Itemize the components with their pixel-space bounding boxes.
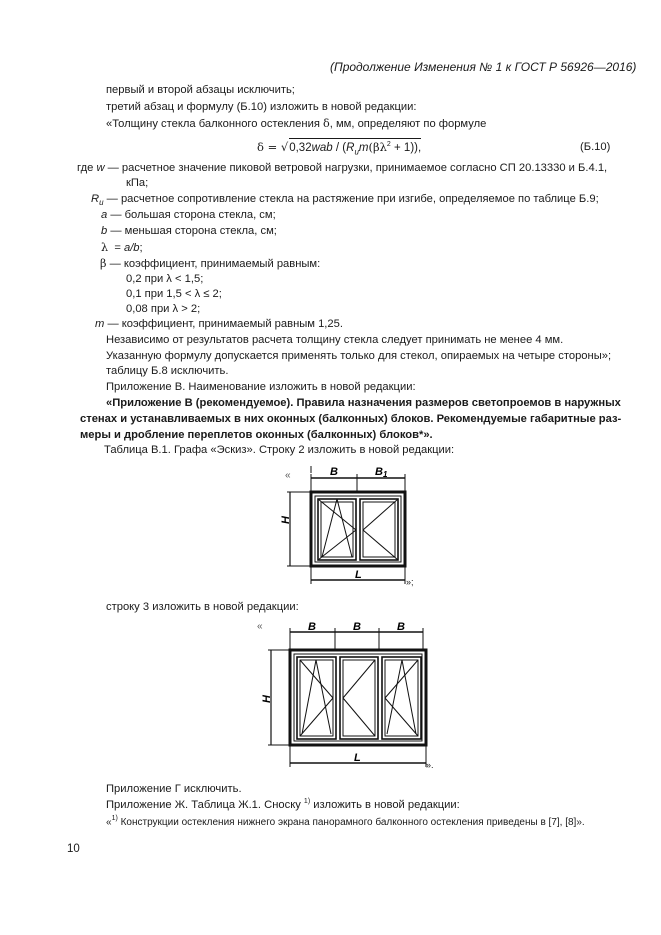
sash-left xyxy=(297,657,336,739)
var-w: w xyxy=(96,162,105,174)
formula-lhs: δ = xyxy=(257,140,281,154)
sash-middle xyxy=(340,657,378,739)
tail: + 1)), xyxy=(390,142,422,154)
paragraph-line: первый и второй абзацы исключить; xyxy=(106,84,295,96)
def-text: — большая сторона стекла, см; xyxy=(110,209,276,221)
delta-symbol: δ xyxy=(323,117,330,130)
dim-label-b: B xyxy=(353,621,361,633)
dim-label-b: B xyxy=(397,621,405,633)
bold-title-line: меры и дробление переплетов оконных (балконных) блоков*». xyxy=(80,429,433,441)
text: Приложение Ж. Таблица Ж.1. Сноску xyxy=(106,799,304,811)
paragraph-line xyxy=(106,799,460,811)
dim-label-l: L xyxy=(355,569,362,581)
bold-title-line: «Приложение В (рекомендуемое). Правила назначения размеров светопроемов в наружных xyxy=(106,397,621,409)
var-wab: wab xyxy=(311,142,333,154)
dim-label-b1 xyxy=(375,466,388,479)
dim-label-h: H xyxy=(280,516,292,524)
def-w-cont: кПа; xyxy=(126,177,149,189)
b1-sub: 1 xyxy=(382,470,388,479)
beta-case: 0,1 при 1,5 < λ ≤ 2; xyxy=(126,288,222,300)
open-quote: « xyxy=(257,621,263,632)
var-m: m xyxy=(358,142,369,154)
close-quote: »; xyxy=(406,577,414,587)
where-prefix: где xyxy=(77,162,94,174)
op: / ( xyxy=(332,142,347,154)
def-text: — расчетное сопротивление стекла на растяжение при изгибе, определяемое по таблице Б.9; xyxy=(106,193,599,205)
footnote-ref: 1) xyxy=(303,798,311,805)
var-r: R xyxy=(91,193,100,205)
def-text: — коэффициент, принимаемый равным: xyxy=(109,258,321,270)
text: Конструкции остекления нижнего экрана панорамного балконного остекления приведены в [7], [8]». xyxy=(117,817,585,828)
sash-right xyxy=(360,499,398,560)
ratio: a/b xyxy=(123,242,140,254)
window-sketch-three-sash xyxy=(268,628,426,767)
b1-letter: B xyxy=(375,466,383,478)
bold-title-line: стенах и устанавливаемых в них оконных (балконных) блоков. Рекомендуемые габаритные раз- xyxy=(80,413,622,425)
beta-case: 0,08 при λ > 2; xyxy=(126,303,201,315)
var-lambda: λ xyxy=(101,241,109,254)
paragraph-line: Приложение Г исключить. xyxy=(106,783,242,795)
frame-outer xyxy=(290,650,426,745)
paragraph-line: Независимо от результатов расчета толщину стекла следует принимать не менее 4 мм. xyxy=(106,334,564,346)
page-number: 10 xyxy=(67,843,80,855)
var-b: b xyxy=(101,225,108,237)
paragraph-line: Приложение В. Наименование изложить в новой редакции: xyxy=(106,381,416,393)
semi: ; xyxy=(139,242,143,254)
var-beta: β xyxy=(100,257,107,270)
running-header: (Продолжение Изменения № 1 к ГОСТ Р 56926—2016) xyxy=(330,60,637,74)
formula-number: (Б.10) xyxy=(580,141,611,153)
sub-i: и xyxy=(354,147,359,157)
paragraph-line: таблицу Б.8 исключить. xyxy=(106,365,229,377)
footnote-line xyxy=(106,817,585,828)
beta-case: 0,2 при λ < 1,5; xyxy=(126,273,204,285)
text: изложить в новой редакции: xyxy=(310,799,460,811)
paragraph-line: третий абзац и формулу (Б.10) изложить в новой редакции: xyxy=(106,101,417,113)
var-r: R xyxy=(346,142,355,154)
text: , мм, определяют по формуле xyxy=(329,118,487,130)
dim-label-b: B xyxy=(330,466,338,478)
dim-label-h: H xyxy=(261,695,273,703)
beta-lambda: (βλ xyxy=(368,140,387,154)
sash-right xyxy=(382,657,421,739)
close-quote: ». xyxy=(426,760,434,770)
paragraph-line: Указанную формулу допускается применять только для стекол, опираемых на четыре стороны»; xyxy=(106,350,612,362)
sqrt-icon: √ xyxy=(280,140,289,154)
sub-i: и xyxy=(99,198,104,208)
footnote-ref: 1) xyxy=(111,815,118,822)
paragraph-line: строку 3 изложить в новой редакции: xyxy=(106,601,299,613)
coef: 0,32 xyxy=(289,142,312,154)
def-text: — меньшая сторона стекла, см; xyxy=(110,225,277,237)
def-text: — расчетное значение пиковой ветровой нагрузки, принимаемое согласно СП 20.13330 и Б.4.1, xyxy=(107,162,608,174)
def-text: — коэффициент, принимаемый равным 1,25. xyxy=(107,318,343,330)
text: «Толщину стекла балконного остекления xyxy=(106,118,323,130)
var-m: m xyxy=(95,318,105,330)
exp: 2 xyxy=(386,141,391,148)
dim-label-b: B xyxy=(308,621,316,633)
dim-label-l: L xyxy=(354,752,361,764)
open-quote: « xyxy=(285,470,291,481)
quote: « xyxy=(106,817,112,828)
var-a: a xyxy=(101,209,108,221)
paragraph-line: Таблица В.1. Графа «Эскиз». Строку 2 изложить в новой редакции: xyxy=(104,444,455,456)
eq: = xyxy=(114,242,124,254)
